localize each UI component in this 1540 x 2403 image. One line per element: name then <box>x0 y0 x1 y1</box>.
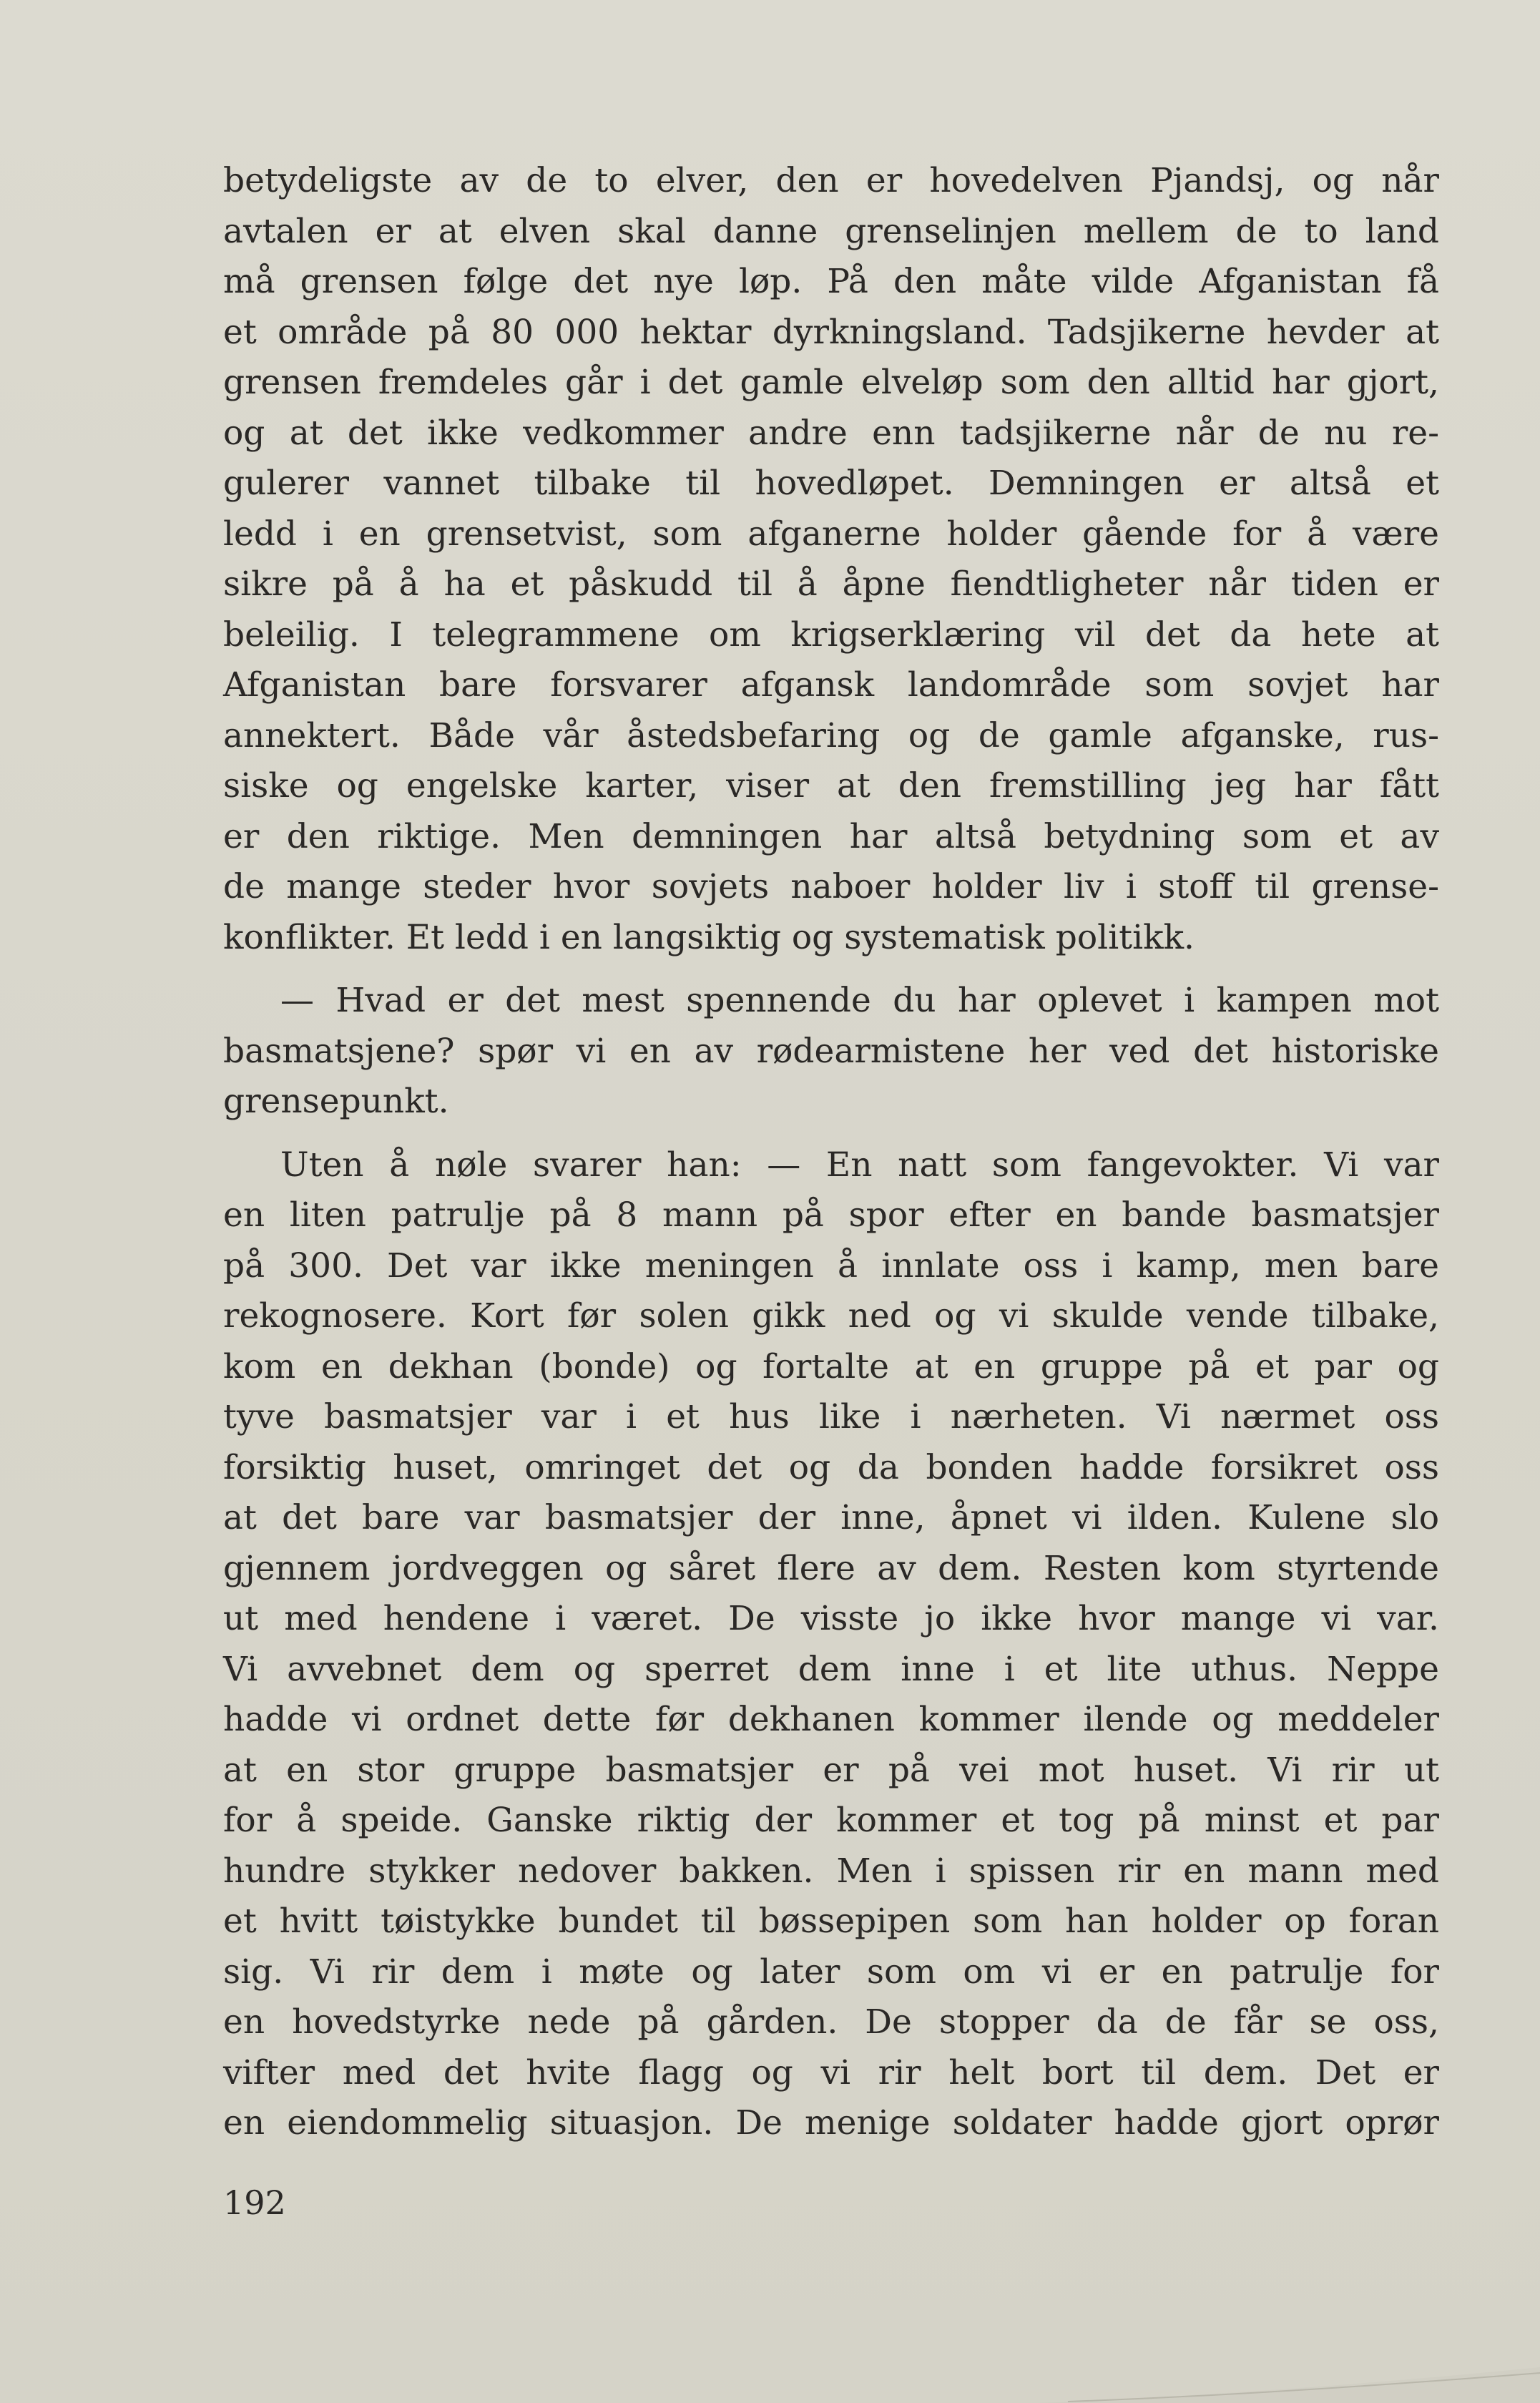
text-line: Vi avvebnet dem og sperret dem inne i et lite uthus. Neppe <box>223 1649 1439 1689</box>
text-line: gjennem jordveggen og såret flere av dem. Resten kom styrtende <box>223 1548 1439 1588</box>
text-line: Uten å nøle svarer han: — En natt som fangevokter. Vi var <box>280 1145 1439 1185</box>
text-line: at det bare var basmatsjer der inne, åpnet vi ilden. Kulene slo <box>223 1498 1439 1537</box>
body-text <box>223 156 1439 2149</box>
text-line: tyve basmatsjer var i et hus like i nærheten. Vi nærmet oss <box>223 1397 1439 1437</box>
text-line: annektert. Både vår åstedsbefaring og de gamle afganske, rus- <box>223 715 1439 755</box>
text-line: hundre stykker nedover bakken. Men i spissen rir en mann med <box>223 1851 1439 1891</box>
text-line: ut med hendene i været. De visste jo ikke hvor mange vi var. <box>223 1599 1439 1638</box>
text-line: konflikter. Et ledd i en langsiktig og systematisk politikk. <box>223 917 1195 957</box>
text-line: må grensen følge det nye løp. På den måte vilde Afganistan få <box>223 262 1439 301</box>
text-line: en eiendommelig situasjon. De menige soldater hadde gjort oprør <box>223 2103 1439 2143</box>
text-line: sig. Vi rir dem i møte og later som om vi er en patrulje for <box>223 1952 1439 1992</box>
paragraph-3 <box>223 1140 1439 2149</box>
text-line: hadde vi ordnet dette før dekhanen kommer ilende og meddeler <box>223 1700 1439 1739</box>
text-line: at en stor gruppe basmatsjer er på vei mot huset. Vi rir ut <box>223 1750 1439 1790</box>
text-line: en hovedstyrke nede på gården. De stopper da de får se oss, <box>223 2002 1439 2042</box>
page-number: 192 <box>223 2183 286 2222</box>
text-line: er den riktige. Men demningen har altså betydning som et av <box>223 816 1439 856</box>
text-line: for å speide. Ganske riktig der kommer et tog på minst et par <box>223 1801 1439 1840</box>
text-line: de mange steder hvor sovjets naboer holder liv i stoff til grense- <box>223 867 1439 906</box>
text-line: betydeligste av de to elver, den er hovedelven Pjandsj, og når <box>223 161 1439 200</box>
text-line: på 300. Det var ikke meningen å innlate oss i kamp, men bare <box>223 1245 1439 1286</box>
paragraph-2 <box>223 976 1439 1127</box>
text-line: kom en dekhan (bonde) og fortalte at en gruppe på et par og <box>223 1346 1439 1386</box>
text-line: forsiktig huset, omringet det og da bonden hadde forsikret oss <box>223 1447 1439 1487</box>
text-line: grensepunkt. <box>223 1082 449 1121</box>
text-line: et område på 80 000 hektar dyrkningsland. Tadsjikerne hevder at <box>223 312 1439 352</box>
text-line: og at det ikke vedkommer andre enn tadsjikerne når de nu re- <box>223 413 1439 453</box>
text-line: Afganistan bare forsvarer afgansk landområde som sovjet har <box>223 665 1439 705</box>
text-line: gulerer vannet tilbake til hovedløpet. Demningen er altså et <box>223 464 1439 503</box>
text-line: et hvitt tøistykke bundet til bøssepipen som han holder op foran <box>223 1902 1439 1941</box>
text-line: ledd i en grensetvist, som afganerne holder gående for å være <box>223 514 1439 554</box>
paragraph-1 <box>223 156 1439 963</box>
text-line: en liten patrulje på 8 mann på spor efter en bande basmatsjer <box>223 1195 1439 1235</box>
text-line: basmatsjene? spør vi en av rødearmistene her ved det historiske <box>223 1031 1439 1071</box>
text-line: — Hvad er det mest spennende du har oplevet i kampen mot <box>280 981 1439 1020</box>
page-corner-shadow <box>1039 2317 1540 2403</box>
text-line: vifter med det hvite flagg og vi rir helt bort til dem. Det er <box>223 2052 1439 2093</box>
text-line: sikre på å ha et påskudd til å åpne fiendtligheter når tiden er <box>223 564 1439 604</box>
text-line: siske og engelske karter, viser at den fremstilling jeg har fått <box>223 766 1439 806</box>
text-line: rekognosere. Kort før solen gikk ned og vi skulde vende tilbake, <box>223 1296 1439 1336</box>
text-line: avtalen er at elven skal danne grenselinjen mellem de to land <box>223 211 1439 251</box>
text-line: beleilig. I telegrammene om krigserklæring vil det da hete at <box>223 615 1439 655</box>
text-line: grensen fremdeles går i det gamle elveløp som den alltid har gjort, <box>223 363 1439 402</box>
